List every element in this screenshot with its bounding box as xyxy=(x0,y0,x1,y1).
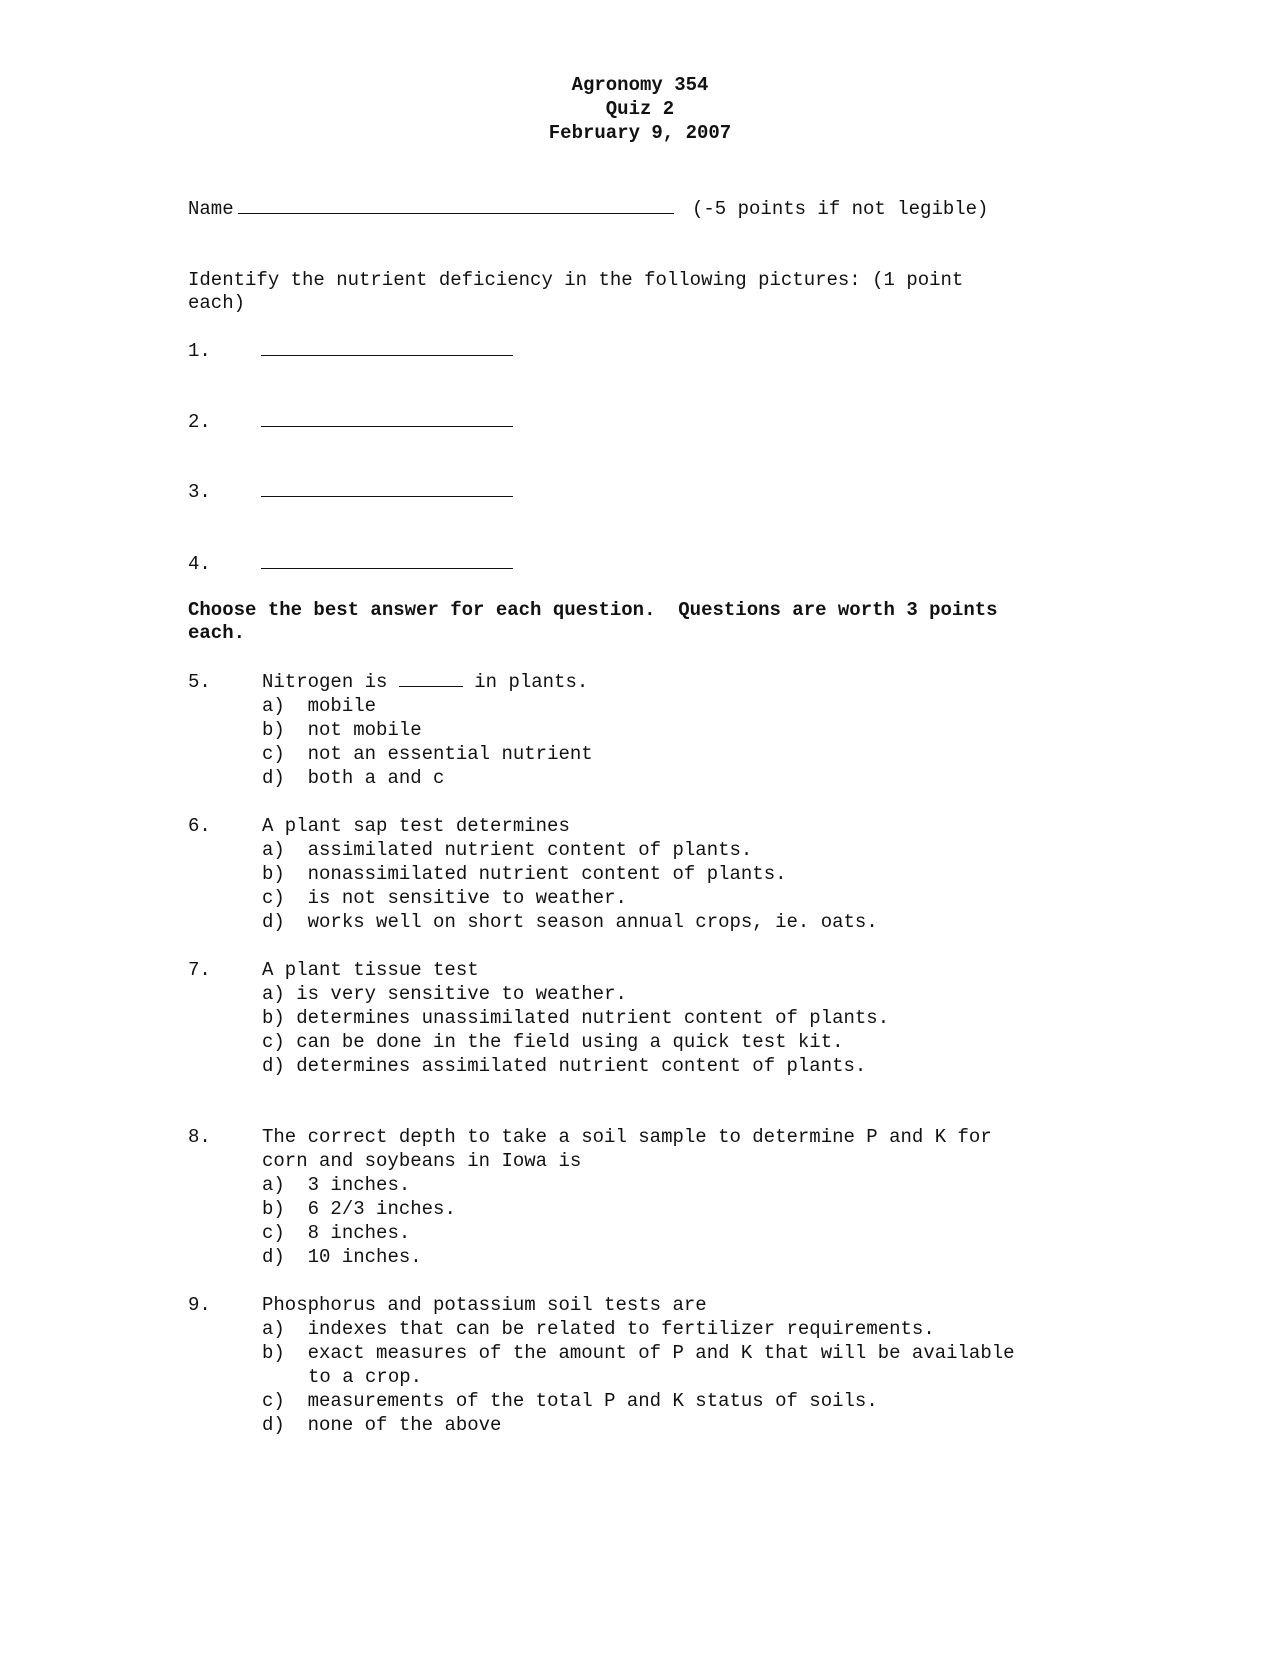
question-5-blank xyxy=(399,672,463,687)
option-text: 3 inches. xyxy=(307,1174,411,1196)
question-6-option-a[interactable] xyxy=(262,838,752,862)
question-9-option-a[interactable] xyxy=(262,1317,935,1341)
question-8-stem-line1: The correct depth to take a soil sample to determine P and K for xyxy=(262,1126,992,1148)
item-number-3: 3. xyxy=(188,481,211,503)
option-letter: d) xyxy=(262,1246,285,1268)
option-text: mobile xyxy=(307,695,377,717)
option-text: nonassimilated nutrient content of plants. xyxy=(307,863,787,885)
question-8-option-d[interactable] xyxy=(262,1245,422,1269)
question-8-option-c[interactable] xyxy=(262,1221,410,1245)
name-blank[interactable] xyxy=(238,196,674,214)
question-9-option-d[interactable] xyxy=(262,1413,501,1437)
option-text: 8 inches. xyxy=(307,1222,411,1244)
section2-instruction-line2: each. xyxy=(188,622,246,644)
option-text: is not sensitive to weather. xyxy=(307,887,627,909)
option-letter: d) xyxy=(262,1055,285,1077)
question-9-number: 9. xyxy=(188,1294,211,1316)
answer-blank-4[interactable] xyxy=(261,551,513,569)
option-letter: c) xyxy=(262,887,285,909)
question-8-stem-line2: corn and soybeans in Iowa is xyxy=(262,1150,582,1172)
option-text: not mobile xyxy=(307,719,422,741)
option-text: determines unassimilated nutrient content of plants. xyxy=(296,1007,890,1029)
question-8-number: 8. xyxy=(188,1126,211,1148)
question-5-stem-before: Nitrogen is xyxy=(262,671,388,693)
option-text: 10 inches. xyxy=(307,1246,422,1268)
option-letter: a) xyxy=(262,1174,285,1196)
question-9-option-b[interactable] xyxy=(262,1341,1015,1365)
item-number-4: 4. xyxy=(188,553,211,575)
option-letter: c) xyxy=(262,743,285,765)
question-8-option-a[interactable] xyxy=(262,1173,410,1197)
option-letter: a) xyxy=(262,695,285,717)
question-5-option-a[interactable] xyxy=(262,694,376,718)
question-9-option-c[interactable] xyxy=(262,1389,878,1413)
option-letter: a) xyxy=(262,1318,285,1340)
question-7-stem: A plant tissue test xyxy=(262,959,479,981)
option-letter: a) xyxy=(262,839,285,861)
answer-blank-1[interactable] xyxy=(261,338,513,356)
question-7-option-c[interactable] xyxy=(262,1030,844,1054)
option-letter: c) xyxy=(262,1031,285,1053)
section2-instruction-line1: Choose the best answer for each question. Questions are worth 3 points xyxy=(188,599,998,621)
item-number-2: 2. xyxy=(188,411,211,433)
option-letter: b) xyxy=(262,1198,285,1220)
answer-blank-2[interactable] xyxy=(261,409,513,427)
option-letter: d) xyxy=(262,1414,285,1436)
item-number-1: 1. xyxy=(188,340,211,362)
question-5-stem-after: in plants. xyxy=(474,671,589,693)
option-letter: b) xyxy=(262,1342,285,1364)
question-9-option-b-continued: to a crop. xyxy=(308,1366,423,1388)
quiz-date: February 9, 2007 xyxy=(548,122,732,144)
question-7-option-b[interactable] xyxy=(262,1006,889,1030)
option-text: exact measures of the amount of P and K that will be available xyxy=(307,1342,1015,1364)
question-5-stem xyxy=(262,670,588,694)
option-text: can be done in the field using a quick test kit. xyxy=(296,1031,844,1053)
option-text: indexes that can be related to fertilizer requirements. xyxy=(307,1318,935,1340)
question-6-option-d[interactable] xyxy=(262,910,878,934)
option-letter: b) xyxy=(262,1007,285,1029)
question-7-number: 7. xyxy=(188,959,211,981)
question-5-option-c[interactable] xyxy=(262,742,593,766)
question-5-number: 5. xyxy=(188,671,211,693)
option-letter: b) xyxy=(262,863,285,885)
option-letter: c) xyxy=(262,1390,285,1412)
option-letter: b) xyxy=(262,719,285,741)
option-letter: d) xyxy=(262,767,285,789)
name-label: Name xyxy=(188,198,234,220)
option-text: is very sensitive to weather. xyxy=(296,983,627,1005)
question-7-option-a[interactable] xyxy=(262,982,627,1006)
quiz-title: Quiz 2 xyxy=(605,98,675,120)
option-text: assimilated nutrient content of plants. xyxy=(307,839,753,861)
answer-blank-3[interactable] xyxy=(261,479,513,497)
question-9-stem: Phosphorus and potassium soil tests are xyxy=(262,1294,707,1316)
course-title: Agronomy 354 xyxy=(571,74,709,96)
question-5-option-b[interactable] xyxy=(262,718,422,742)
option-text: both a and c xyxy=(307,767,445,789)
option-text: none of the above xyxy=(307,1414,502,1436)
option-letter: d) xyxy=(262,911,285,933)
section1-instruction-line1: Identify the nutrient deficiency in the following pictures: (1 point xyxy=(188,269,964,291)
legibility-note: (-5 points if not legible) xyxy=(692,198,989,220)
question-6-option-b[interactable] xyxy=(262,862,787,886)
question-6-number: 6. xyxy=(188,815,211,837)
option-letter: a) xyxy=(262,983,285,1005)
option-text: works well on short season annual crops, ie. oats. xyxy=(307,911,878,933)
question-6-stem: A plant sap test determines xyxy=(262,815,570,837)
question-7-option-d[interactable] xyxy=(262,1054,866,1078)
option-letter: c) xyxy=(262,1222,285,1244)
option-text: determines assimilated nutrient content of plants. xyxy=(296,1055,867,1077)
question-5-option-d[interactable] xyxy=(262,766,444,790)
option-text: measurements of the total P and K status of soils. xyxy=(307,1390,878,1412)
option-text: 6 2/3 inches. xyxy=(307,1198,456,1220)
question-6-option-c[interactable] xyxy=(262,886,627,910)
question-8-option-b[interactable] xyxy=(262,1197,456,1221)
section1-instruction-line2: each) xyxy=(188,292,246,314)
option-text: not an essential nutrient xyxy=(307,743,593,765)
